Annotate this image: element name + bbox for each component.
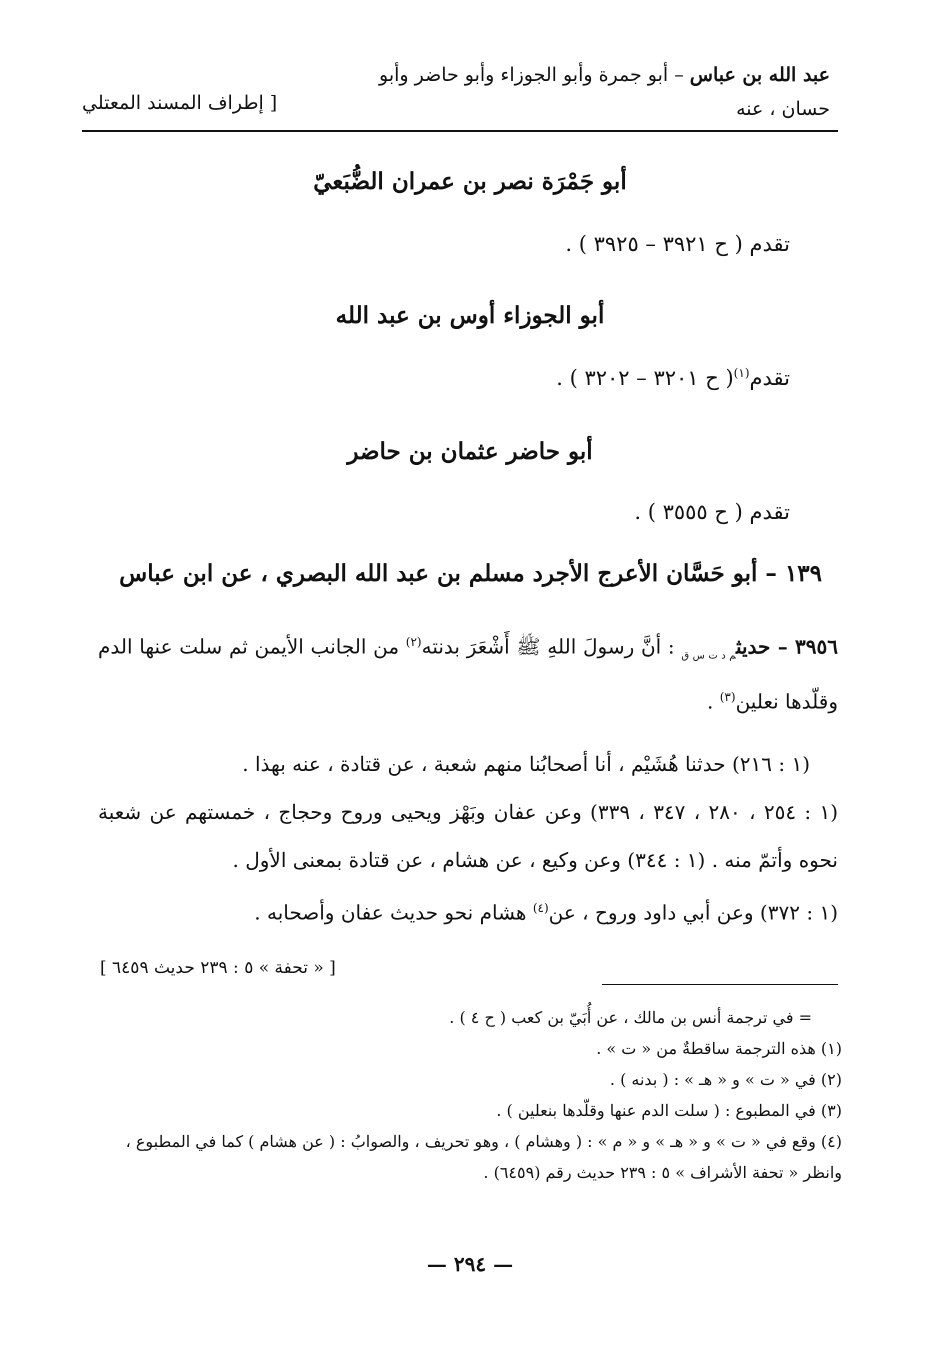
narration-paragraph-2: (١ : ٢٥٤ ، ٢٨٠ ، ٣٤٧ ، ٣٣٩) وعن عفان وبَهْز ويحيى وروح وحجاج ، خمستهم عن شعبة نحوه وأتمّ منه . (١ : ٣٤٤) وعن وكيع ، عن هشام ، عن قتادة بمعنى الأول . [98, 800, 839, 872]
hadith-number: ٣٩٥٦ – حديث [735, 634, 839, 659]
tuhfa-reference: [ « تحفة » ٥ : ٢٣٩ حديث ٦٤٥٩ ] [100, 958, 336, 978]
hadith-text-b: من الجانب الأيمن ثم سلت عنها الدم وقلّدها نعلين [98, 634, 838, 714]
footnote-ref-4: (٤) [532, 901, 549, 915]
heading-abu-jamra: أبو جَمْرَة نصر بن عمران الضُّبَعيّ [313, 168, 627, 195]
footnote-2: (٢) في « ت » و « هـ » : ( بدنه ) . [609, 1070, 842, 1089]
page-number: — ٢٩٤ — [426, 1252, 514, 1276]
hadith-text-a: : أنَّ رسولَ اللهِ ﷺ أَشْعَرَ بدنته [421, 634, 682, 659]
footnote-ref-2: (٢) [405, 635, 422, 649]
footnote-1: (١) هذه الترجمة ساقطةٌ من « ت » . [596, 1039, 842, 1058]
entry-range: ( ح ٣٢٠١ – ٣٢٠٢ ) . [556, 366, 734, 390]
hadith-3956 [98, 622, 838, 721]
footnote-ref-3: (٣) [719, 689, 736, 704]
narration-paragraph-1: (١ : ٢١٦) حدثنا هُشَيْم ، أنا أصحابُنا منهم شعبة ، عن قتادة ، عنه بهذا . [242, 752, 810, 776]
header-line-2: حسان ، عنه [736, 98, 830, 120]
running-header-left: [ إطراف المسند المعتلي [82, 92, 278, 114]
header-title-bold: عبد الله بن عباس [689, 64, 830, 86]
hadith-source-marks: م د ت س ق [681, 650, 736, 662]
narration-3-b: هشام نحو حديث عفان وأصحابه . [254, 900, 533, 925]
heading-abu-hadir: أبو حاضر عثمان بن حاضر [347, 438, 593, 465]
footnotes [97, 1002, 842, 1188]
header-line-1 [290, 58, 830, 92]
footnote-continuation: = في ترجمة أنس بن مالك ، عن أُبَيّ بن كعب ( ح ٤ ) . [449, 1008, 812, 1027]
hadith-text-c: . [707, 689, 720, 714]
entry-prefix: تقدم [749, 366, 790, 390]
entry-abu-al-jawza [556, 366, 790, 390]
header-title-rest: – أبو جمرة وأبو الجوزاء وأبو حاضر وأبو [379, 64, 690, 86]
entry-abu-jamra: تقدم ( ح ٣٩٢١ – ٣٩٢٥ ) . [565, 232, 790, 256]
header-rule [82, 130, 838, 132]
narration-paragraph-3 [98, 884, 838, 937]
footnote-3: (٣) في المطبوع : ( سلت الدم عنها وقلّدها بنعلين ) . [496, 1101, 842, 1120]
entry-abu-hadir: تقدم ( ح ٣٥٥٥ ) . [634, 500, 790, 524]
footnote-rule [602, 984, 838, 985]
heading-abu-al-jawza: أبو الجوزاء أوس بن عبد الله [335, 302, 605, 329]
narration-chains [98, 740, 838, 937]
footnote-4: (٤) وقع في « ت » و « هـ » و « م » : ( وهشام ) ، وهو تحريف ، والصوابُ : ( عن هشام ) كما في المطبوع ، وانظر « تحفة الأشراف » ٥ : ٢٣٩ حديث رقم (٦٤٥٩) . [125, 1132, 842, 1182]
narration-3-a: (١ : ٣٧٢) وعن أبي داود وروح ، عن [548, 900, 838, 925]
running-header-right [290, 58, 830, 126]
footnote-ref-1: (١) [733, 366, 750, 380]
section-139-heading: ١٣٩ – أبو حَسَّان الأعرج الأجرد مسلم بن عبد الله البصري ، عن ابن عباس [119, 560, 822, 587]
